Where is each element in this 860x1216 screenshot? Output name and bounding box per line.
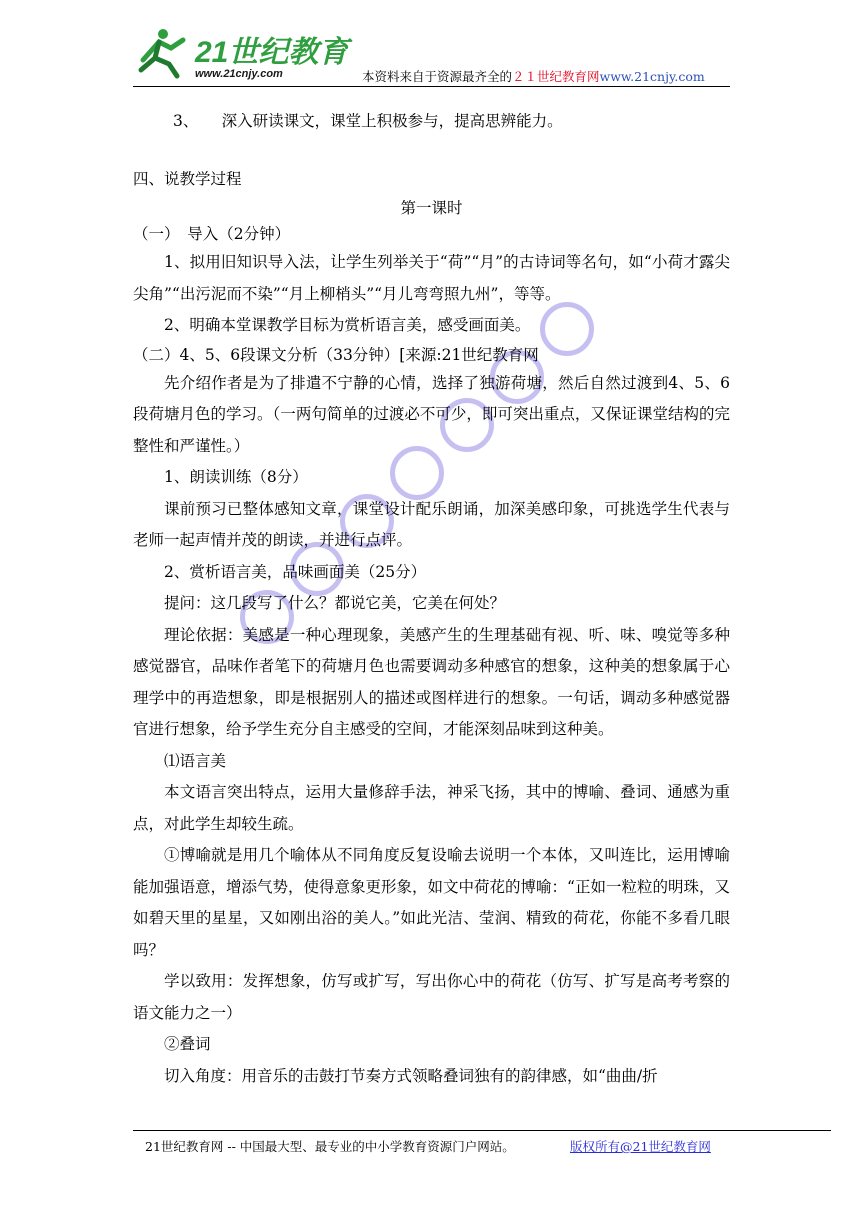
subheading: （一） 导入（2分钟） xyxy=(133,225,291,243)
paragraph: ①博喻就是用几个喻体从不同角度反复设喻去说明一个本体，又叫连比，运用博喻能加强语意，增添气势，使得意象更形象，如文中荷花的博喻：“正如一粒粒的明珠，又如碧天里的星星，又如刚出浴的美人。”如此光洁、莹润、精致的荷花，你能不多看几眼吗？ xyxy=(133,846,730,959)
header-note xyxy=(362,67,705,85)
paragraph: 学以致用：发挥想象，仿写或扩写，写出你心中的荷花（仿写、扩写是高考考察的语文能力之一） xyxy=(133,972,730,1022)
paragraph: 1、拟用旧知识导入法，让学生列举关于“荷”“月”的古诗词等名句，如“小荷才露尖尖角”“出污泥而不染”“月上柳梢头”“月儿弯弯照九州”，等等。 xyxy=(133,253,731,303)
footer-text: 21世纪教育网 -- 中国最大型、最专业的中小学教育资源门户网站。 xyxy=(145,1139,515,1154)
subheading: ⑴语言美 xyxy=(164,751,227,770)
paragraph: 提问：这几段写了什么？都说它美，它美在何处？ xyxy=(164,594,506,612)
logo-url: www.21cnjy.com xyxy=(195,68,283,80)
logo xyxy=(133,22,349,82)
header-note-text: 本资料来自于资源最齐全的 xyxy=(362,69,513,84)
paragraph: 理论依据：美感是一种心理现象，美感产生的生理基础有视、听、味、嗅觉等多种感觉器官，品味作者笔下的荷塘月色也需要调动多种感官的想象，这种美的想象属于心理学中的再造想象，即是根据别人的描述或图样进行的想象。一句话，调动多种感觉器官进行想象，给予学生充分自主感受的空间，才能深刻品味到这种美。 xyxy=(133,625,730,738)
document-body xyxy=(133,106,730,1092)
paragraph: 课前预习已整体感知文章，课堂设计配乐朗诵，加深美感印象，可挑选学生代表与老师一起声情并茂的朗读，并进行点评。 xyxy=(133,499,730,549)
copyright-link[interactable]: 版权所有@21世纪教育网 xyxy=(570,1139,711,1154)
subheading: （二）4、5、6段课文分析（33分钟）[来源:21世纪教育网 xyxy=(133,345,539,364)
paragraph: 先介绍作者是为了排遣不宁静的心情，选择了独游荷塘，然后自然过渡到4、5、6段荷塘月色的学习。（一两句简单的过渡必不可少，即可突出重点，又保证课堂结构的完整性和严谨性。） xyxy=(133,373,730,455)
header-site-url[interactable]: www.21cnjy.com xyxy=(599,69,705,84)
subheading: 1、朗读训练（8分） xyxy=(164,468,308,486)
paragraph: 2、明确本堂课教学目标为赏析语言美，感受画面美。 xyxy=(164,316,531,334)
lesson-title: 第一课时 xyxy=(400,199,463,217)
subheading: ②叠词 xyxy=(164,1035,211,1053)
section-heading: 四、说教学过程 xyxy=(133,169,242,188)
paragraph: 切入角度：用音乐的击鼓打节奏方式领略叠词独有的韵律感，如“曲曲/折 xyxy=(164,1066,658,1085)
logo-text: 21世纪教育 xyxy=(195,36,349,69)
page-footer xyxy=(133,1130,831,1154)
header-site-name[interactable]: ２１世纪教育网 xyxy=(512,69,600,84)
page-header xyxy=(133,22,730,87)
paragraph: 本文语言突出特点，运用大量修辞手法，神采飞扬，其中的博喻、叠词、通感为重点，对此学生却较生疏。 xyxy=(133,783,730,833)
subheading: 2、赏析语言美，品味画面美（25分） xyxy=(164,562,427,581)
objective-3: 3、 深入研读课文，课堂上积极参与，提高思辨能力。 xyxy=(173,112,563,130)
